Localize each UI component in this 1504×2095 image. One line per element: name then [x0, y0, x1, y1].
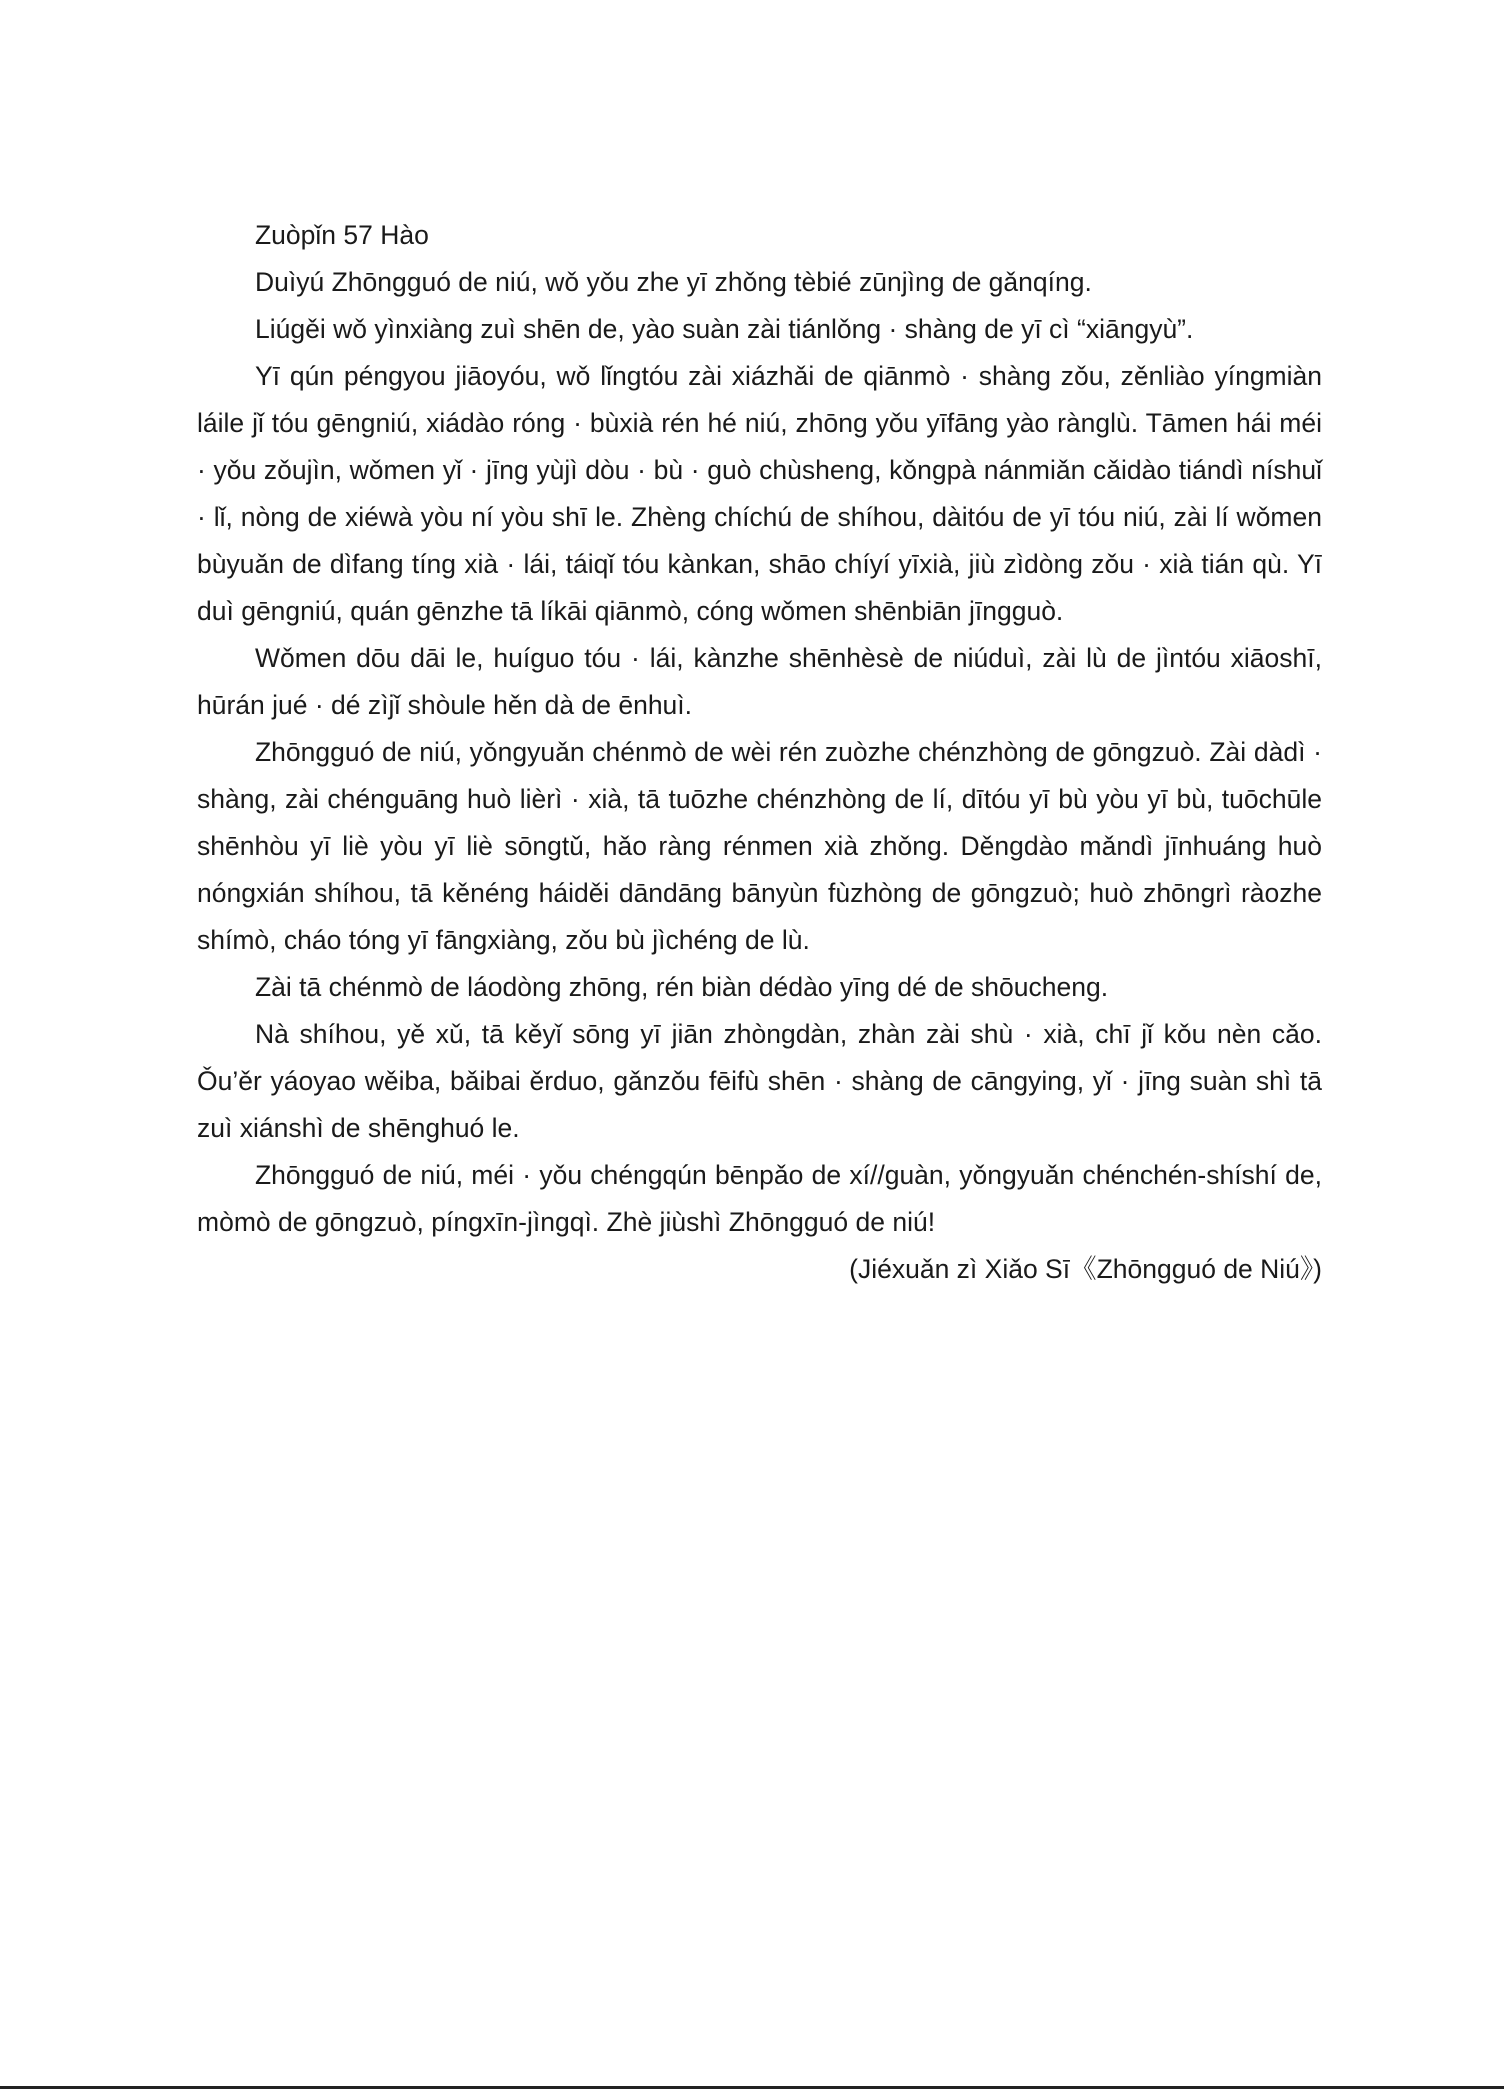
document-title: Zuòpǐn 57 Hào [255, 220, 429, 250]
document-body [197, 212, 1322, 1293]
source-citation: (Jiéxuǎn zì Xiǎo Sī《Zhōngguó de Niú》) [849, 1254, 1322, 1284]
paragraph-2: Liúgěi wǒ yìnxiàng zuì shēn de, yào suàn zài tiánlǒng · shàng de yī cì “xiāngyù”. [255, 314, 1194, 344]
paragraph-8: Zhōngguó de niú, méi · yǒu chéngqún bēnpǎo de xí//guàn, yǒngyuǎn chénchén-shíshí de, mòmò de gōngzuò, píngxīn-jìngqì. Zhè jiùshì Zhōngguó de niú! [197, 1160, 1322, 1237]
paragraph-4: Wǒmen dōu dāi le, huíguo tóu · lái, kànzhe shēnhèsè de niúduì, zài lù de jìntóu xiāoshī, hūrán jué · dé zìjǐ shòule hěn dà de ēnhuì. [197, 643, 1322, 720]
paragraph-6: Zài tā chénmò de láodòng zhōng, rén biàn dédào yīng dé de shōucheng. [255, 972, 1109, 1002]
paragraph-7: Nà shíhou, yě xǔ, tā kěyǐ sōng yī jiān zhòngdàn, zhàn zài shù · xià, chī jǐ kǒu nèn cǎo. Ǒu’ěr yáoyao wěiba, bǎibai ěrduo, gǎnzǒu fēifù shēn · shàng de cāngying, yǐ · jīng suàn shì tā zuì xiánshì de shēnghuó le. [197, 1019, 1322, 1143]
paragraph-5: Zhōngguó de niú, yǒngyuǎn chénmò de wèi rén zuòzhe chénzhòng de gōngzuò. Zài dàdì · shàng, zài chénguāng huò lièrì · xià, tā tuōzhe chénzhòng de lí, dītóu yī bù yòu yī bù, tuōchūle shēnhòu yī liè yòu yī liè sōngtǔ, hǎo ràng rénmen xià zhǒng. Děngdào mǎndì jīnhuáng huò nóngxián shíhou, tā kěnéng háiděi dāndāng bānyùn fùzhòng de gōngzuò; huò zhōngrì ràozhe shímò, cháo tóng yī fāngxiàng, zǒu bù jìchéng de lù. [197, 737, 1322, 955]
paragraph-1: Duìyú Zhōngguó de niú, wǒ yǒu zhe yī zhǒng tèbié zūnjìng de gǎnqíng. [255, 267, 1092, 297]
paragraph-3: Yī qún péngyou jiāoyóu, wǒ lǐngtóu zài xiázhǎi de qiānmò · shàng zǒu, zěnliào yíngmiàn láile jǐ tóu gēngniú, xiádào róng · bùxià rén hé niú, zhōng yǒu yīfāng yào rànglù. Tāmen hái méi · yǒu zǒujìn, wǒmen yǐ · jīng yùjì dòu · bù · guò chùsheng, kǒngpà nánmiǎn cǎidào tiándì níshuǐ · lǐ, nòng de xiéwà yòu ní yòu shī le. Zhèng chíchú de shíhou, dàitóu de yī tóu niú, zài lí wǒmen bùyuǎn de dìfang tíng xià · lái, táiqǐ tóu kànkan, shāo chíyí yīxià, jiù zìdòng zǒu · xià tián qù. Yī duì gēngniú, quán gēnzhe tā líkāi qiānmò, cóng wǒmen shēnbiān jīngguò. [197, 361, 1322, 626]
bottom-rule [0, 2086, 1504, 2089]
